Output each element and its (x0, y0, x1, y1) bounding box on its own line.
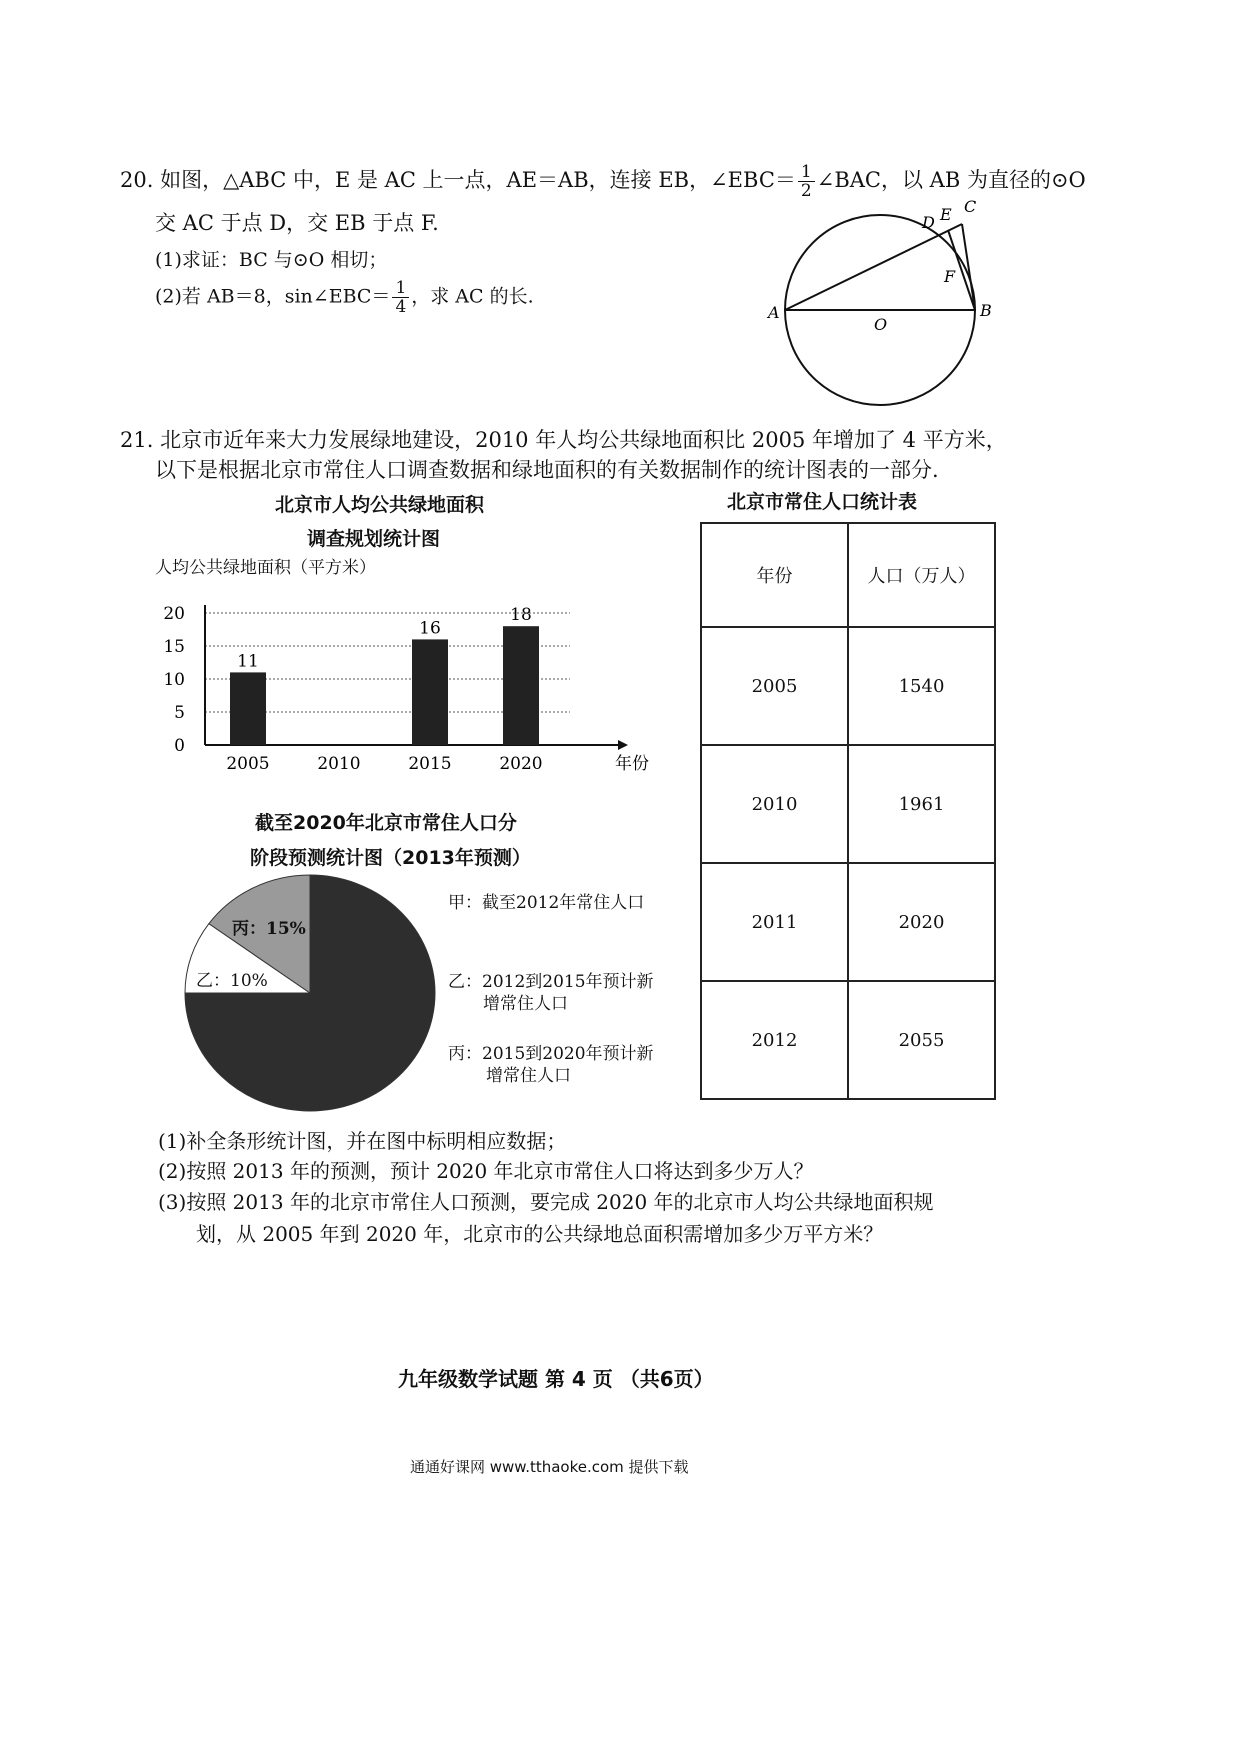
cell-pop: 1540 (848, 627, 995, 745)
y-tick-label: 20 (163, 604, 185, 624)
pie-chart (180, 868, 440, 1118)
q21-part3-line2: 划，从 2005 年到 2020 年，北京市的公共绿地总面积需增加多少万平方米？ (196, 1222, 884, 1246)
bar-value-label: 16 (419, 618, 441, 639)
y-tick-label: 10 (163, 670, 185, 690)
bar (503, 626, 539, 745)
q21-part3-line1: (3)按照 2013 年的北京市常住人口预测，要完成 2020 年的北京市人均公共绿地面积规 (158, 1190, 934, 1214)
x-tick-label: 2015 (408, 754, 452, 774)
x-tick-label: 2005 (226, 754, 270, 774)
header-year: 年份 (701, 523, 848, 627)
x-axis-arrow (618, 740, 628, 750)
label-d: D (922, 213, 935, 232)
q20-part1: (1)求证：BC 与⊙O 相切； (155, 249, 388, 271)
label-e: E (940, 205, 952, 224)
table-row (701, 627, 995, 745)
y-tick-label: 5 (174, 703, 185, 723)
pie-chart-title-2: 阶段预测统计图（2013年预测） (250, 847, 531, 869)
q20-geometry-figure (760, 190, 1000, 410)
q20-number: 20. (120, 168, 154, 192)
legend-bing-2: 增常住人口 (486, 1066, 571, 1086)
cell-pop: 2020 (848, 863, 995, 981)
cell-year: 2011 (701, 863, 848, 981)
q21-line1: 21. 北京市近年来大力发展绿地建设，2010 年人均公共绿地面积比 2005 年增加了 4 平方米， (120, 428, 1007, 452)
table-row (701, 745, 995, 863)
source-footer: 通通好课网 www.tthaoke.com 提供下载 (410, 1458, 689, 1476)
label-a: A (768, 303, 780, 322)
page-footer: 九年级数学试题 第 4 页 （共6页） (398, 1367, 714, 1391)
legend-yi-2: 增常住人口 (483, 994, 568, 1014)
table-header-row (701, 523, 995, 627)
bar-chart-y-label: 人均公共绿地面积（平方米） (155, 558, 376, 578)
header-pop: 人口（万人） (848, 523, 995, 627)
q20-part2: (2)若 AB＝8，sin∠EBC＝ $\frac{1}{4}$ ，求 AC 的长. (155, 278, 534, 317)
y-tick-label: 15 (163, 637, 185, 657)
bar-chart-title-1: 北京市人均公共绿地面积 (275, 494, 485, 516)
x-tick-label: 2020 (499, 754, 543, 774)
legend-yi-1: 乙：2012到2015年预计新 (448, 972, 654, 992)
pie-label-bing: 丙：15% (232, 919, 306, 939)
table-row (701, 981, 995, 1099)
pie-chart-title-1: 截至2020年北京市常住人口分 (255, 812, 517, 834)
pie-label-yi: 乙：10% (196, 971, 268, 991)
q21-line2: 以下是根据北京市常住人口调查数据和绿地面积的有关数据制作的统计图表的一部分. (155, 458, 939, 482)
cell-year: 2012 (701, 981, 848, 1099)
q21-number: 21. (120, 428, 154, 452)
legend-bing-1: 丙：2015到2020年预计新 (448, 1044, 654, 1064)
cell-year: 2010 (701, 745, 848, 863)
legend-jia: 甲：截至2012年常住人口 (448, 893, 645, 913)
bar (412, 639, 448, 745)
cell-pop: 1961 (848, 745, 995, 863)
y-tick-label: 0 (174, 736, 185, 756)
q20-text-b: ∠BAC，以 AB 为直径的⊙O (816, 168, 1086, 192)
bar-chart (150, 585, 649, 785)
bar-value-label: 18 (510, 605, 532, 626)
q21-part1: (1)补全条形统计图，并在图中标明相应数据； (158, 1129, 567, 1153)
label-c: C (964, 197, 977, 216)
bar (230, 672, 266, 745)
segment-ac (785, 224, 962, 310)
x-tick-label: 2010 (317, 754, 361, 774)
label-o: O (874, 315, 888, 334)
cell-pop: 2055 (848, 981, 995, 1099)
label-f: F (944, 267, 956, 286)
cell-year: 2005 (701, 627, 848, 745)
table-title: 北京市常住人口统计表 (727, 491, 918, 513)
x-axis-label: 年份 (615, 754, 649, 774)
bar-chart-title-2: 调查规划统计图 (307, 528, 441, 550)
population-table (700, 522, 996, 1100)
q21-part2: (2)按照 2013 年的预测，预计 2020 年北京市常住人口将达到多少万人？ (158, 1159, 814, 1183)
q20-text-a: 如图，△ABC 中，E 是 AC 上一点，AE＝AB，连接 EB，∠EBC＝ (160, 168, 796, 192)
q20-line2: 交 AC 于点 D，交 EB 于点 F. (155, 211, 439, 235)
label-b: B (980, 301, 992, 320)
table-row (701, 863, 995, 981)
bar-value-label: 11 (237, 651, 259, 672)
q20-fraction: $\frac{1}{2}$ (798, 163, 815, 200)
